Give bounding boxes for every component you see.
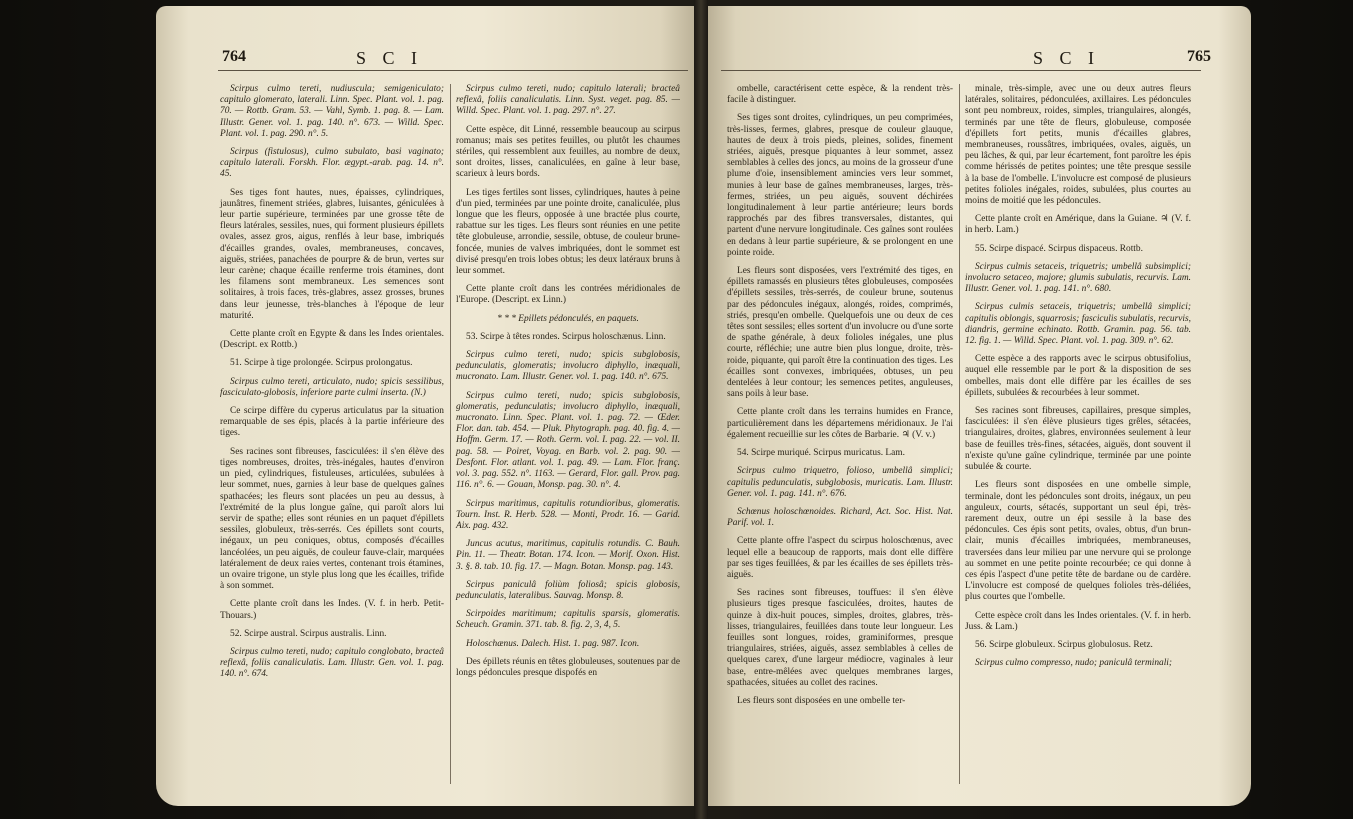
paragraph: Scirpus culmo compresso, nudo; paniculâ terminali;: [975, 658, 1173, 669]
paragraph: Ses racines sont fibreuses, touffues: il s'en élève plusieurs tiges presque fasciculées, droites, hautes de quinze à dix-huit pouces, simples, droites, glabres, très-lisses, triangulaires, feuillées dans toute leur longueur. Les feuilles sont longues, roides, graminiformes, presque triangulaires, striées, aiguës, assez semblables à celles de quelques carex, d'une largeur médiocre, vaginales à leur base, entre-mêlées avec quelques membranes larges, spathacées, situées au collet des racines.: [727, 588, 953, 688]
paragraph: * * * Epillets pédonculés, en paquets.: [497, 313, 639, 324]
left-column-divider: [450, 84, 451, 784]
left-running-title: S C I: [356, 48, 424, 68]
left-column-1: [220, 84, 444, 688]
paragraph: Cette espèce, dit Linné, ressemble beaucoup au scirpus romanus; mais ses petites feuilles, ou plutôt les chaumes stériles, qui ressemblent aux feuilles, au nombre de deux, sont droites, lisses, canaliculées, en gaîne à leur base, scarieux à leurs bords.: [456, 124, 680, 180]
left-page-number: 764: [222, 48, 246, 65]
right-running-title: S C I: [1033, 48, 1101, 68]
paragraph: Ses racines sont fibreuses, fasciculées: il s'en élève des tiges nombreuses, droites, très-inégales, hautes d'environ un pied, cylindriques, fistuleuses, articulées, subulées à leur sommet, nues, garnies à leur base de quelques gaînes spathacées; les fleurs sont placées un peu au dessus, à l'extrémité de la plus longue gaîne, qui paroît alors lui servir de spathe; elles sont réunies en un paquet d'épillets sessiles, globuleux, très-serrés. Ces épillets sont courts, inégaux, un peu coniques, obtus, composés d'écailles lancéolées, un peu aiguës, de couleur fauve-clair, marquées latéralement de deux raies vertes, contenant trois étamines, un ovaire trigone, un style plus long que les écailles, trifide à son sommet.: [220, 446, 444, 592]
paragraph: Des épillets réunis en têtes globuleuses, soutenues par de longs pédoncules presque dispofés en: [456, 656, 680, 678]
paragraph: Les fleurs sont disposées en une ombelle simple, terminale, dont les pédoncules sont droits, inégaux, un peu anguleux, courts, sétacés, supportant un seul épi, très-rarement deux, outre un épi sessile à la base des pédoncules. Ces épis sont petits, ovales, obtus, d'un brun-clair, munis d'écailles imbriquées, membraneuses, traversées dans leur milieu par une nervure qui se prolonge au sommet en une petite pointe recourbée; ce qui donne à ces épis l'aspect d'une petite tête de bardane ou de cardère. L'involucre est composé de quelques folioles très-déliées, plus courtes que l'ombelle.: [965, 480, 1191, 603]
paragraph: Scirpus culmo tereti, nudo; spicis subglobosis, glomeratis, pedunculatis; involucro diphyllo, inæquali, mucronato. Linn. Spec. Plant. vol. 1. pag. 72. — Œder. Flor. dan. tab. 454. — Pluk. Phytograph. pag. 40. fig. 4. — Hoffm. Germ. 17. — Roth. Germ. vol. I. pag. 22. — vol. II. pag. 58. — Poiret, Voyag. en Barb. vol. 2. pag. 90. — Desfont. Flor. atlant. vol. 1. pag. 49. — Lam. Flor. franç. vol. 3. pag. 552. n°. 1163. — Gerard, Flor. gall. Prov. pag. 116. n°. 6. — Gouan, Monsp. pag. 30. n°. 4.: [456, 390, 680, 491]
paragraph: Ses racines sont fibreuses, capillaires, presque simples, fasciculées: il s'en élève plusieurs tiges grêles, sétacées, triangulaires, droites, glabres, environnées seulement à leur base de feuilles très-fines, sétacées, aiguës, dont souvent il n'existe qu'une gaîne cylindrique, terminée par une pointe subulée & courte.: [965, 406, 1191, 473]
paragraph: Scirpus culmo tereti, nudo; spicis subglobosis, pedunculatis, glomeratis; involucro diphyllo, inæquali, mucronato. Lam. Illustr. Gener. vol. 1. pag. 140. n°. 675.: [456, 350, 680, 383]
paragraph: Schœnus holoschœnoides. Richard, Act. Soc. Hist. Nat. Parif. vol. 1.: [727, 506, 953, 529]
right-running-head: [703, 48, 1251, 78]
paragraph: ombelle, caractérisent cette espèce, & la rendent très-facile à distinguer.: [727, 84, 953, 106]
right-column-1: [727, 84, 953, 714]
right-column-divider: [959, 84, 960, 784]
paragraph: Ce scirpe diffère du cyperus articulatus par la situation remarquable de ses épis, placés à la partie inférieure des tiges.: [220, 406, 444, 439]
paragraph: Les fleurs sont disposées, vers l'extrémité des tiges, en épillets ramassés en plusieurs têtes globuleuses, composées d'épillets sessiles, très-serrés, de couleur brune, soutenus par des pédoncules inégaux, alongés, roides, comprimés, striés, presqu'en ombelle. Quelquefois une ou deux de ces têtes sont sessiles; elles sortent d'un involucre ou d'une sorte de spathe générale, à deux folioles inégales, une plus courte, réfléchie; une autre bien plus longue, droite, très-roide, piquante, qui paroît être la continuation des tiges. Les écailles sont convexes, imbriquées, obtuses, un peu dentelées à leur contour; les semences petites, anguleuses, sans poils à leur base.: [727, 266, 953, 400]
paragraph: Scirpus culmo tereti, nudo; capitulo laterali; bracteâ reflexâ, foliis canaliculatis. Linn. Syst. veget. pag. 85. — Willd. Spec. Plant. vol. 1. pag. 297. n°. 27.: [456, 84, 680, 117]
paragraph: Cette plante croît en Amérique, dans la Guiane. ♃ (V. f. in herb. Lam.): [965, 214, 1191, 236]
paragraph: Ses tiges sont droites, cylindriques, un peu comprimées, très-lisses, fermes, glabres, presque de couleur glauque, hautes de deux à trois pieds, pleines, solides, finement striées, aiguës, presque piquantes à leur sommet, assez semblables à celles des joncs, au moins de la grosseur d'une plume d'oie, insensiblement amincies vers leur sommet, munies à leur base de gaînes membraneuses, larges, très-fermes, striées, un peu aiguës, souvent déchirées longitudinalement à leur partie antérieure; leurs bords rapprochés par des fibres transversales, distantes, qui partent d'une nervure longitudinale. Ces gaînes sont roulées en dedans à leur partie supérieure, & se prolongent en une pointe roide.: [727, 113, 953, 258]
paragraph: Scirpus maritimus, capitulis rotundioribus, glomeratis. Tourn. Inst. R. Herb. 528. — Monti, Prodr. 16. — Garid. Aix. pag. 432.: [456, 498, 680, 531]
paragraph: Cette plante croît dans les contrées méridionales de l'Europe. (Descript. ex Linn.): [456, 284, 680, 306]
paragraph: Scirpus culmo triquetro, folioso, umbellâ simplici; capitulis pedunculatis, subglobosis, muricatis. Lam. Illustr. Gener. vol. 1. pag. 141. n°. 676.: [727, 466, 953, 499]
paragraph: 52. Scirpe austral. Scirpus australis. Linn.: [230, 628, 387, 639]
paragraph: 53. Scirpe à têtes rondes. Scirpus holoschænus. Linn.: [466, 331, 666, 342]
paragraph: 54. Scirpe muriqué. Scirpus muricatus. Lam.: [737, 448, 905, 459]
paragraph: Scirpus culmo tereti, nudiuscula; semigeniculato; capitulo glomerato, laterali. Linn. Spec. Plant. vol. 1. pag. 70. — Rottb. Gram. 53. — Vahl, Symb. 1. pag. 8. — Lam. Illustr. Gener. vol. 1. pag. 140. n°. 673. — Willd. Spec. Plant. vol. 1. pag. 290. n°. 5.: [220, 84, 444, 139]
paragraph: Scirpus culmis setaceis, triquetris; umbellâ simplici; capitulis oblongis, squarrosis; fasciculis subulatis, recurvis, diandris, germine echinato. Rottb. Gramin. pag. 56. tab. 12. fig. 1. — Willd. Spec. Plant. vol. 1. pag. 309. n°. 62.: [965, 302, 1191, 347]
paragraph: 55. Scirpe dispacé. Scirpus dispaceus. Rottb.: [975, 243, 1143, 254]
paragraph: minale, très-simple, avec une ou deux autres fleurs latérales, solitaires, pédonculées, axillaires. Les pédoncules sont peu nombreux, roides, simples, triangulaires, alongés, terminés par une tête de fleurs, globuleuse, composée d'épillets fort petits, munis d'écailles glabres, membraneuses, roussâtres, imbriquées, ovales, aiguës, un peu lâches, & qui, par leur écartement, font paroître les épis comme hérissés de petites pointes; une tête presque sessile à la base de l'ombelle. L'involucre est composé de plusieurs petites folioles inégales, roides, subulées, plus courtes au moins de moitié que les pédoncules.: [965, 84, 1191, 207]
paragraph: Cette plante croît dans les terrains humides en France, particulièrement dans les départemens méridionaux. Je l'ai également recueillie sur les côtes de Barbarie. ♃ (V. v.): [727, 407, 953, 440]
right-head-rule: [721, 70, 1201, 71]
right-page-number: 765: [1187, 48, 1211, 65]
paragraph: Scirpus culmo tereti, nudo; capitulo conglobato, bracteâ reflexâ, foliis canaliculatis. Lam. Illustr. Gen. vol. 1. pag. 140. n°. 674.: [220, 646, 444, 680]
paragraph: Cette espèce a des rapports avec le scirpus obtusifolius, auquel elle ressemble par le port & la disposition de ses ombelles, mais dont elle diffère par les écailles de ses épillets, subulées & recourbées à leur sommet.: [965, 354, 1191, 398]
left-running-head: [156, 48, 698, 78]
left-column-2: [456, 84, 680, 686]
paragraph: Les fleurs sont disposées en une ombelle ter-: [737, 695, 906, 706]
paragraph: Holoschænus. Dalech. Hist. 1. pag. 987. Icon.: [466, 638, 640, 649]
paragraph: Cette plante croît en Egypte & dans les Indes orientales. (Descript. ex Rottb.): [220, 329, 444, 351]
right-page: [703, 6, 1251, 806]
left-head-rule: [218, 70, 688, 71]
paragraph: 51. Scirpe à tige prolongée. Scirpus prolongatus.: [230, 358, 413, 369]
book-gutter: [694, 0, 708, 819]
paragraph: 56. Scirpe globuleux. Scirpus globulosus. Retz.: [975, 639, 1153, 650]
paragraph: Scirpus (fistulosus), culmo subulato, basi vaginato; capitulo laterali. Forskh. Flor. ægypt.-arab. pag. 14. n°. 45.: [220, 147, 444, 180]
paragraph: Scirpoides maritimum; capitulis sparsis, glomeratis. Scheuch. Gramin. 371. tab. 8. fig. 2, 3, 4, 5.: [456, 609, 680, 631]
paragraph: Cette espèce croît dans les Indes orientales. (V. f. in herb. Juss. & Lam.): [965, 610, 1191, 632]
paragraph: Juncus acutus, maritimus, capitulis rotundis. C. Bauh. Pin. 11. — Theatr. Botan. 174. Icon. — Morif. Oxon. Hist. 3. §. 8. tab. 10. fig. 17. — Magn. Botan. Monsp. pag. 143.: [456, 539, 680, 572]
paragraph: Scirpus paniculâ foliùm foliosâ; spicis globosis, pedunculatis, lateralibus. Sauvag. Monsp. 8.: [456, 579, 680, 601]
paragraph: Les tiges fertiles sont lisses, cylindriques, hautes à peine d'un pied, terminées par une pointe droite, canaliculée, plus longue que les fleurs, opposée à une bractée plus courte, rabattue sur les tiges. Les fleurs sont réunies en une petite tête globuleuse, arrondie, sessile, obtuse, de couleur brune-foncée, munies de valves imbriquées, dont le sommet est divisé presqu'en trois lobes obtus; les deux latéraux bruns à leur sommet.: [456, 187, 680, 277]
paragraph: Ses tiges font hautes, nues, épaisses, cylindriques, jaunâtres, finement striées, glabres, luisantes, géniculées à leur partie supérieure, terminées par une grosse tête de fleurs latérales, sessiles, nues, qui forment plusieurs épillets ovales, assez gros, aigus, renflés à leur base, imbriqués d'écailles grandes, ovales, membraneuses, concaves, aiguës, striées, panachées de pourpre & de brun, vertes sur leur carène; chaque écaille renferme trois étamines, dont les filamens sont membraneux. Les semences sont solitaires, à trois faces, très-glabres, assez grosses, brunes dans leur jeunesse, très-blanches à l'époque de leur maturité.: [220, 187, 444, 321]
paragraph: Cette plante croît dans les Indes. (V. f. in herb. Petit-Thouars.): [220, 599, 444, 621]
paragraph: Scirpus culmo tereti, articulato, nudo; spicis sessilibus, fasciculato-globosis, inferiore parte culmi inserta. (N.): [220, 376, 444, 398]
paragraph: Cette plante offre l'aspect du scirpus holoschœnus, avec lequel elle a beaucoup de rapports, mais dont elle diffère par ses tiges feuillées, & par les écailles de ses épillets très-aiguës.: [727, 536, 953, 580]
paragraph: Scirpus culmis setaceis, triquetris; umbellâ subsimplici; involucro setaceo, majore; glumis subulatis, recurvis. Lam. Illustr. Gener. vol. 1. pag. 141. n°. 680.: [965, 261, 1191, 295]
right-column-2: [965, 84, 1191, 676]
left-page: [156, 6, 698, 806]
